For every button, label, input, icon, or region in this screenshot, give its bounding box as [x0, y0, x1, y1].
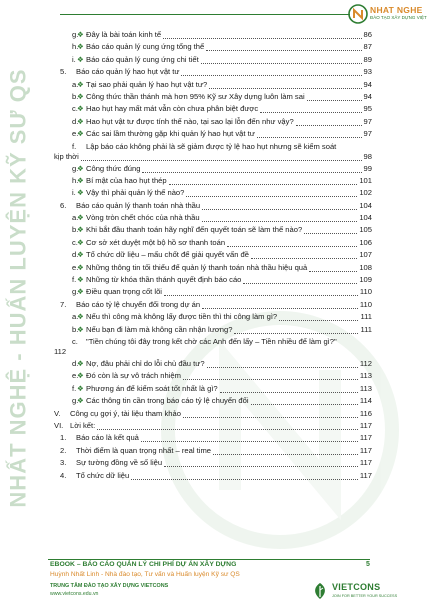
diamond-bullet-icon: ❖: [77, 287, 84, 297]
toc-entry-title: Lập báo cáo không phải là sẽ giảm được tỷ lệ hao hụt nhưng sẽ kiểm soát: [86, 141, 337, 151]
toc-entry-marker: 4.: [60, 470, 67, 480]
toc-entry-marker: g.: [72, 396, 79, 406]
toc-entry-page: 111: [360, 312, 372, 322]
toc-dot-leader: [227, 246, 357, 247]
toc-dot-leader: [169, 184, 357, 185]
footer-author-line: Huỳnh Nhất Linh - Nhà đào tạo, Tư vấn và Huấn luyện Kỹ sư QS: [50, 571, 240, 578]
toc-entry-title: Nếu thì công mà không lấy được tiền thì thi công làm gì?: [86, 312, 278, 322]
toc-entry[interactable]: [54, 175, 372, 187]
toc-entry-title: Phương án để kiểm soát tốt nhất là gì?: [86, 383, 218, 393]
toc-entry-marker: g.: [72, 30, 79, 39]
toc-entry-marker: b.: [72, 91, 79, 101]
toc-entry-page: 110: [359, 287, 372, 297]
toc-entry-marker: 6.: [60, 200, 67, 210]
toc-dot-leader: [279, 320, 358, 321]
toc-entry-title-continued: 112: [54, 346, 67, 356]
toc-entry-page: 97: [363, 129, 372, 139]
toc-entry-marker: h.: [72, 175, 79, 185]
toc-entry-title: Hao hụt vật tư được tính thế nào, tại sao lại lỗn đến như vậy?: [86, 116, 294, 126]
toc-entry-marker: b.: [72, 225, 79, 235]
toc-entry-title: Bí mật của hao hụt thép: [86, 175, 167, 185]
toc-dot-leader: [304, 233, 357, 234]
toc-entry-page: 104: [359, 200, 372, 210]
toc-entry-title: Tại sao phải quản lý hao hụt vật tư?: [86, 79, 208, 89]
toc-entry-marker: d.: [72, 116, 79, 126]
toc-entry[interactable]: [54, 311, 372, 323]
toc-entry-page: 104: [359, 213, 372, 223]
toc-entry[interactable]: [54, 432, 372, 444]
toc-entry[interactable]: [54, 187, 372, 199]
toc-entry-page: 97: [363, 116, 372, 126]
toc-entry-page: 108: [359, 262, 372, 272]
toc-dot-leader: [81, 160, 362, 161]
toc-entry-title: Khi bắt đầu thanh toán hãy nghĩ đến quyết toán sẽ làm thế nào?: [86, 225, 303, 235]
page-number: 5: [366, 561, 370, 568]
toc-entry-page: 94: [363, 79, 372, 89]
toc-entry-marker: f.: [72, 141, 77, 151]
toc-entry-page: 117: [359, 458, 372, 468]
toc-entry-title: Các sai lầm thường gặp khi quản lý hao hụt vật tư: [86, 129, 255, 139]
toc-entry[interactable]: [54, 324, 372, 336]
toc-entry-marker: 5.: [60, 67, 67, 77]
toc-entry-title: Tổ chức dữ liệu – mấu chốt để giải quyết vấn đề: [86, 250, 249, 260]
toc-dot-leader: [186, 196, 357, 197]
toc-entry-title: Đây là bài toán kinh tế: [86, 30, 162, 39]
toc-dot-leader: [183, 417, 358, 418]
toc-entry-marker: d.: [72, 250, 79, 260]
toc-dot-leader: [309, 271, 357, 272]
diamond-bullet-icon: ❖: [77, 324, 84, 334]
toc-dot-leader: [163, 38, 362, 39]
vertical-watermark-text: NHẤT NGHỆ - HUẤN LUYỆN KỸ SƯ QS: [6, 68, 32, 508]
toc-entry[interactable]: [54, 91, 372, 103]
toc-entry-title: Điều quan trọng cốt lõi: [86, 287, 162, 297]
diamond-bullet-icon: ❖: [77, 30, 84, 39]
toc-dot-leader: [141, 441, 358, 442]
toc-entry-title: Vậy thì phải quản lý thế nào?: [86, 188, 185, 198]
nhat-nghe-logo-icon: [348, 4, 368, 24]
toc-entry-title: "Tiền chúng tôi đây trong kết chờ các Anh đến lấy – Tiền nhiều để làm gì?": [86, 336, 337, 346]
toc-entry-title: Báo cáo tỷ lệ chuyển đổi trong dự án: [76, 299, 201, 309]
toc-dot-leader: [202, 308, 358, 309]
diamond-bullet-icon: ❖: [77, 213, 84, 223]
toc-dot-leader: [213, 454, 358, 455]
toc-entry-title: Những thông tin tối thiểu để quản lý thanh toán nhà thầu hiệu quả: [86, 262, 308, 272]
toc-entry-marker: c.: [72, 336, 78, 346]
diamond-bullet-icon: ❖: [77, 250, 84, 260]
toc-entry-marker: f.: [72, 383, 77, 393]
toc-entry-page: 99: [363, 163, 372, 173]
toc-entry-page: 116: [359, 408, 372, 418]
toc-dot-leader: [257, 137, 362, 138]
toc-dot-leader: [131, 479, 358, 480]
toc-entry-marker: 3.: [60, 458, 67, 468]
toc-entry[interactable]: [54, 249, 372, 261]
toc-entry[interactable]: [54, 383, 372, 395]
toc-entry-title: Đó còn là sự vô trách nhiệm: [86, 371, 181, 381]
toc-dot-leader: [209, 88, 362, 89]
vietcons-tagline: JOIN FOR BETTER YOUR SUCCESS: [332, 594, 398, 598]
toc-dot-leader: [201, 63, 362, 64]
toc-entry-page: 113: [359, 383, 372, 393]
toc-entry-page: 95: [363, 104, 372, 114]
toc-entry[interactable]: [54, 224, 372, 236]
footer-website: www.vietcons.edu.vn: [50, 591, 99, 597]
toc-entry-marker: i.: [72, 54, 76, 64]
toc-entry[interactable]: [54, 41, 372, 53]
toc-entry[interactable]: [54, 66, 372, 78]
header-rule: [60, 14, 350, 15]
toc-entry[interactable]: [54, 141, 372, 163]
footer-center-name: TRUNG TÂM ĐÀO TẠO XÂY DỰNG VIETCONS: [50, 583, 169, 589]
toc-entry[interactable]: [54, 163, 372, 175]
toc-entry-marker: i.: [72, 188, 76, 198]
toc-entry[interactable]: [54, 212, 372, 224]
toc-entry-title: Thời điểm là quan trọng nhất – real time: [76, 445, 211, 455]
toc-dot-leader: [202, 209, 357, 210]
diamond-bullet-icon: ❖: [77, 225, 84, 235]
toc-entry-page: 94: [363, 91, 372, 101]
toc-entry-marker: V.: [54, 408, 61, 418]
toc-dot-leader: [220, 392, 358, 393]
toc-entry[interactable]: [54, 79, 372, 91]
vietcons-logo-icon: [310, 581, 330, 601]
toc-entry[interactable]: [54, 274, 372, 286]
toc-entry-marker: 1.: [60, 433, 67, 443]
toc-entry-page: 89: [363, 54, 372, 64]
toc-entry[interactable]: [54, 286, 372, 298]
toc-entry-marker: h.: [72, 42, 79, 52]
toc-entry[interactable]: [54, 457, 372, 469]
toc-entry-marker: f.: [72, 275, 77, 285]
toc-entry-marker: VI.: [54, 420, 64, 430]
diamond-bullet-icon: ❖: [77, 116, 84, 126]
toc-entry-page: 111: [360, 324, 372, 334]
footer-rule: [48, 559, 370, 560]
toc-entry-title: Công cụ gợi ý, tài liệu tham khảo: [70, 408, 181, 418]
toc-entry-marker: 7.: [60, 299, 67, 309]
toc-dot-leader: [142, 172, 362, 173]
toc-entry[interactable]: [54, 470, 372, 482]
toc-entry-marker: g.: [72, 163, 79, 173]
toc-entry-marker: c.: [72, 237, 78, 247]
toc-dot-leader: [202, 221, 357, 222]
toc-entry-marker: a.: [72, 213, 79, 223]
toc-entry-title: Nợ, đâu phải chỉ do lỗi chủ đầu tư?: [86, 358, 205, 368]
toc-entry-title: Cơ sở xét duyệt một bộ hồ sơ thanh toán: [86, 237, 226, 247]
toc-entry-title: Báo cáo là kết quả: [76, 433, 139, 443]
toc-dot-leader: [296, 125, 362, 126]
vietcons-name: VIETCONS: [332, 582, 381, 592]
toc-dot-leader: [307, 100, 362, 101]
diamond-bullet-icon: ❖: [77, 312, 84, 322]
toc-entry[interactable]: [54, 54, 372, 66]
toc-entry[interactable]: [54, 29, 372, 41]
toc-entry-page: 112: [359, 358, 372, 368]
toc-entry-page: 114: [359, 396, 372, 406]
diamond-bullet-icon: ❖: [77, 42, 84, 52]
toc-entry-marker: a.: [72, 79, 79, 89]
toc-entry-marker: c.: [72, 104, 78, 114]
toc-entry-page: 117: [359, 470, 372, 480]
diamond-bullet-icon: ❖: [77, 358, 84, 368]
toc-entry[interactable]: [54, 370, 372, 382]
toc-entry[interactable]: [54, 445, 372, 457]
toc-entry-page: 109: [359, 275, 372, 285]
toc-dot-leader: [251, 258, 357, 259]
toc-entry-page: 93: [363, 67, 372, 77]
toc-entry-title: Báo cáo quản lý hao hụt vật tư: [76, 67, 180, 77]
toc-entry-page: 86: [363, 30, 372, 39]
toc-dot-leader: [97, 429, 358, 430]
toc-entry-title: Lời kết:: [70, 420, 96, 430]
toc-entry-title: Sự tường đồng về số liệu: [76, 458, 163, 468]
toc-entry-page: 117: [359, 420, 372, 430]
toc-entry-page: 113: [359, 371, 372, 381]
toc-entry[interactable]: [54, 237, 372, 249]
diamond-bullet-icon: ❖: [77, 129, 84, 139]
diamond-bullet-icon: ❖: [77, 371, 84, 381]
toc-entry-title: Những từ khóa thần thánh quyết định báo cáo: [86, 275, 242, 285]
toc-entry[interactable]: [54, 116, 372, 128]
toc-dot-leader: [181, 75, 362, 76]
toc-entry-page: 117: [359, 445, 372, 455]
toc-dot-leader: [183, 379, 358, 380]
toc-entry-title: Công thức thần thánh mà hơn 95% Kỹ sư Xây dựng luôn làm sai: [86, 91, 305, 101]
diamond-bullet-icon: ❖: [77, 383, 84, 393]
toc-dot-leader: [251, 404, 358, 405]
header-brand-tagline: ĐÀO TẠO XÂY DỰNG VIỆT: [370, 15, 427, 20]
diamond-bullet-icon: ❖: [77, 262, 84, 272]
toc-entry[interactable]: [54, 103, 372, 115]
toc-dot-leader: [206, 50, 362, 51]
toc-dot-leader: [207, 367, 358, 368]
toc-entry-marker: g.: [72, 287, 79, 297]
diamond-bullet-icon: ❖: [77, 396, 84, 406]
diamond-bullet-icon: ❖: [77, 91, 84, 101]
toc-entry-title: Báo cáo quản lý cung ứng tổng thể: [86, 42, 205, 52]
toc-dot-leader: [260, 112, 362, 113]
diamond-bullet-icon: ❖: [77, 175, 84, 185]
vertical-watermark: [2, 28, 36, 548]
toc-entry[interactable]: [54, 358, 372, 370]
toc-entry-page: 102: [359, 188, 372, 198]
diamond-bullet-icon: ❖: [77, 237, 84, 247]
toc-entry[interactable]: [54, 408, 372, 420]
toc-dot-leader: [164, 295, 358, 296]
diamond-bullet-icon: ❖: [77, 188, 84, 198]
toc-entry-marker: d.: [72, 358, 79, 368]
toc-entry[interactable]: [54, 336, 372, 358]
toc-entry-page: 98: [363, 151, 372, 161]
toc-entry-title: Hao hụt hay mất mát vẫn còn chưa phân biệt được: [86, 104, 259, 114]
toc-entry-title: Các thông tin cần trong báo cáo tỷ lệ chuyển đổi: [86, 396, 249, 406]
toc-dot-leader: [234, 333, 358, 334]
toc-entry-marker: b.: [72, 324, 79, 334]
toc-entry[interactable]: [54, 200, 372, 212]
diamond-bullet-icon: ❖: [77, 275, 84, 285]
toc-entry[interactable]: [54, 420, 372, 432]
toc-entry-page: 105: [359, 225, 372, 235]
toc-entry-marker: a.: [72, 312, 79, 322]
toc-entry-title: Báo cáo quản lý thanh toán nhà thầu: [76, 200, 201, 210]
toc-entry[interactable]: [54, 395, 372, 407]
table-of-contents: [54, 29, 372, 482]
diamond-bullet-icon: ❖: [77, 54, 84, 64]
toc-entry-marker: e.: [72, 371, 79, 381]
toc-entry-page: 117: [359, 433, 372, 443]
toc-entry-marker: e.: [72, 129, 79, 139]
toc-entry-title: Nếu bạn đi làm mà không cần nhận lương?: [86, 324, 233, 334]
toc-dot-leader: [164, 466, 358, 467]
toc-entry-title: Tổ chức dữ liệu: [76, 470, 130, 480]
toc-entry-page: 106: [359, 237, 372, 247]
toc-entry[interactable]: [54, 299, 372, 311]
toc-entry-title: Công thức đúng: [86, 163, 141, 173]
toc-entry[interactable]: [54, 262, 372, 274]
diamond-bullet-icon: ❖: [77, 79, 84, 89]
toc-entry-page: 107: [359, 250, 372, 260]
toc-entry-page: 87: [363, 42, 372, 52]
toc-entry[interactable]: [54, 128, 372, 140]
toc-entry-page: 101: [359, 175, 372, 185]
toc-entry-title: Báo cáo quản lý cung ứng chi tiết: [86, 54, 199, 64]
toc-entry-title-continued: kịp thời: [54, 151, 79, 161]
toc-dot-leader: [243, 283, 357, 284]
footer-book-title: EBOOK – BÁO CÁO QUẢN LÝ CHI PHÍ DỰ ÁN XÂY DỰNG: [50, 561, 237, 568]
toc-entry-marker: e.: [72, 262, 79, 272]
diamond-bullet-icon: ❖: [77, 104, 84, 114]
header-brand-name: NHAT NGHE: [370, 5, 423, 15]
toc-entry-title: Vòng tròn chết chóc của nhà thầu: [86, 213, 200, 223]
toc-entry-page: 110: [359, 299, 372, 309]
toc-entry-marker: 2.: [60, 445, 67, 455]
diamond-bullet-icon: ❖: [77, 163, 84, 173]
